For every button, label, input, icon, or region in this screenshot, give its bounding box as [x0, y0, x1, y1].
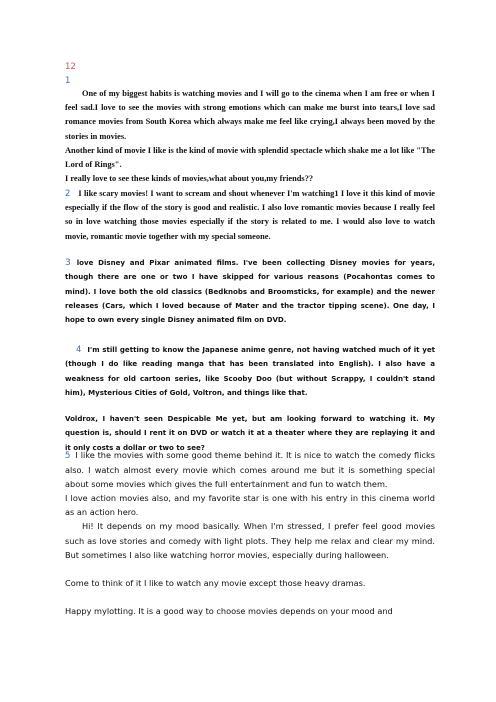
section-3-text: love Disney and Pixar animated films. I've been collecting Disney movies for years, though there are one or two I have skipped for various reasons (Pocahontas comes to mind). I love both the old classics (Bedknobs and Broomsticks, for example) and the newer releases (Cars, which I loved because of Mater and the tractor tipping scene). One day, I hope to own every single Disney animated film on DVD.	[65, 258, 435, 325]
section-5-paragraph-5: Happy mylotting. It is a good way to choose movies depends on your mood and	[65, 605, 393, 616]
section-1	[65, 76, 435, 186]
section-4	[65, 343, 435, 455]
section-5-paragraph-4: Come to think of it I like to watch any movie except those heavy dramas.	[65, 577, 366, 588]
section-4-index: 4	[76, 345, 82, 355]
section-5-paragraph-2: I love action movies also, and my favorite star is one with his entry in this cinema world as an action hero.	[65, 493, 435, 518]
section-2	[65, 187, 435, 244]
section-3	[65, 256, 435, 327]
section-5-paragraph-3: Hi! It depends on my mood basically. When I'm stressed, I prefer feel good movies such as love stories and comedy with light plots. They help me relax and clear my mind. But sometimes I also like watching horror movies, especially during halloween.	[65, 521, 435, 560]
section-1-paragraph-2: Another kind of movie I like is the kind of movie with splendid spectacle which shake me a lot like "The Lord of Rings".	[65, 145, 435, 170]
section-1-paragraph-1: One of my biggest habits is watching movies and I will go to the cinema when I am free or when I feel sad.I love to see the movies with strong emotions which can make me burst into tears,I love sad romance movies from South Korea which always make me feel like crying,I always been moved by the stories in movies.	[65, 89, 435, 141]
section-5	[65, 448, 435, 618]
section-1-index: 1	[65, 76, 71, 86]
section-2-index: 2	[65, 189, 71, 199]
section-1-paragraph-3: I really love to see these kinds of movies,what about you,my friends??	[65, 174, 314, 184]
section-2-text: I like scary movies! I want to scream and shout whenever I'm watching1 I love it this kind of movie especially if the flow of the story is good and realistic. I also love romantic movies because I really feel so in love watching those movies especially if the story is related to me. I would also love to watch movie, romantic movie together with my special someone.	[65, 189, 435, 241]
section-4-paragraph-2: Voldrox, I haven't seen Despicable Me yet, but am looking forward to watching it. My question is, should I rent it on DVD or watch it at a theater where they are replaying it and it only costs a dollar or two to see?	[65, 414, 435, 452]
section-5-index: 5	[65, 451, 71, 461]
page-number: 12	[65, 62, 76, 72]
section-3-index: 3	[65, 258, 71, 268]
section-5-paragraph-1: I like the movies with some good theme behind it. It is nice to watch the comedy flicks also. I watch almost every movie which comes around me but it is something special about some movies which gives the full entertainment and fun to watch them.	[65, 450, 435, 490]
section-4-paragraph-1: I'm still getting to know the Japanese anime genre, not having watched much of it yet (though I do like reading manga that has been translated into English). I also have a weakness for old cartoon series, like Scooby Doo (but without Scrappy, I couldn't stand him), Mysterious Cities of Gold, Voltron, and things like that.	[65, 345, 435, 397]
